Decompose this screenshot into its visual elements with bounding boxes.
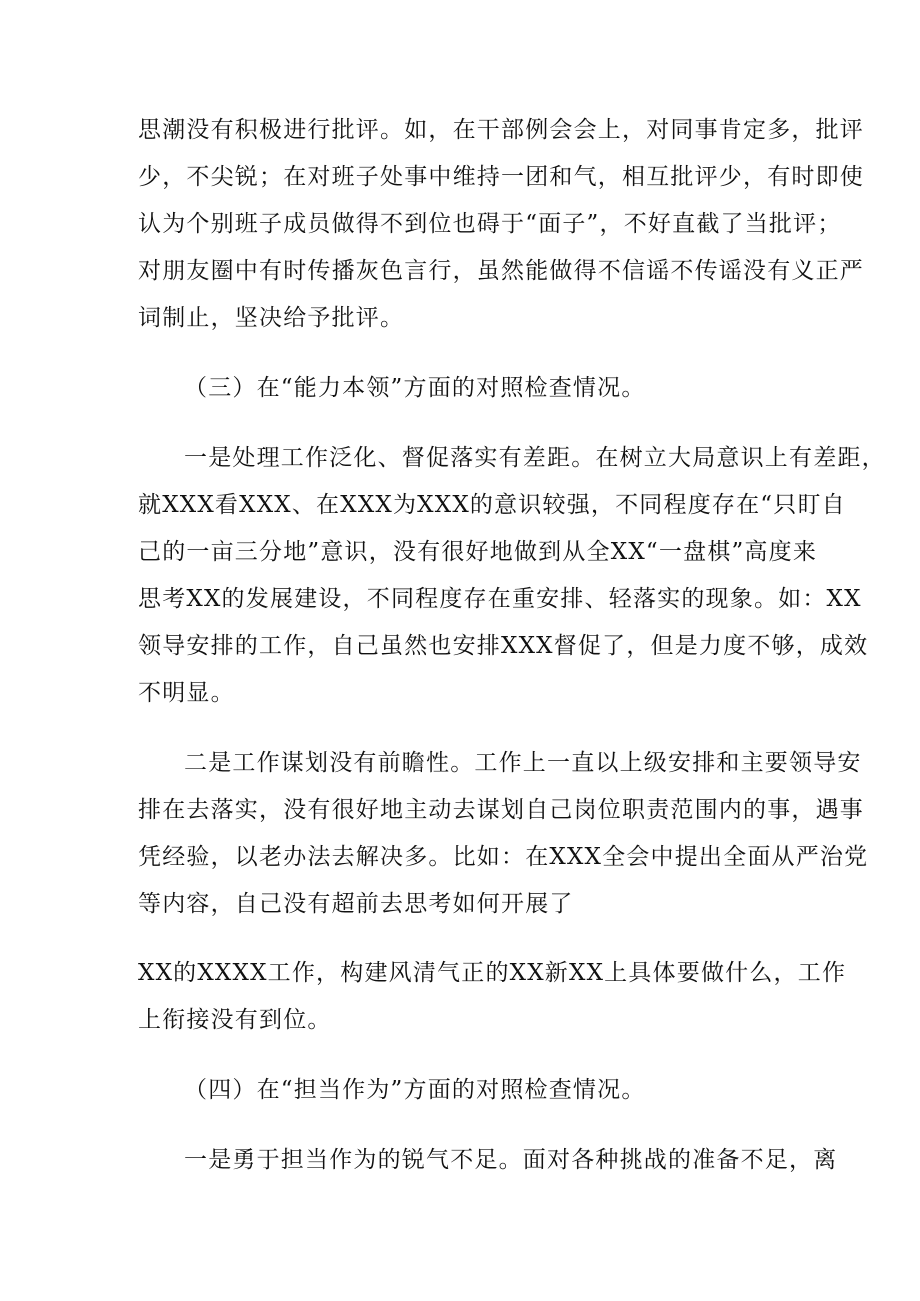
paragraph-line: 认为个别班子成员做得不到位也碍于“面子”，不好直截了当批评； xyxy=(138,211,842,237)
paragraph-line: 一是处理工作泛化、督促落实有差距。在树立大局意识上有差距， xyxy=(184,445,886,471)
paragraph-line: 思潮没有积极进行批评。如，在干部例会会上，对同事肯定多，批评 xyxy=(138,117,864,143)
paragraph-line: XX的XXXX工作，构建风清气正的XX新XX上具体要做什么，工作 xyxy=(138,960,847,986)
paragraph-line: 一是勇于担当作为的锐气不足。面对各种挑战的准备不足，离 xyxy=(184,1147,838,1173)
paragraph-line: 就XXX看XXX、在XXX为XXX的意识较强，不同程度存在“只盯自 xyxy=(138,492,846,518)
paragraph-line: 对朋友圈中有时传播灰色言行，虽然能做得不信谣不传谣没有义正严 xyxy=(138,258,864,284)
paragraph-line: 领导安排的工作，自己虽然也安排XXX督促了，但是力度不够，成效 xyxy=(138,633,869,659)
section-heading: （四）在“担当作为”方面的对照检查情况。 xyxy=(184,1077,646,1103)
paragraph-line: 排在去落实，没有很好地主动去谋划自己岗位职责范围内的事，遇事 xyxy=(138,797,864,823)
paragraph-line: 思考XX的发展建设，不同程度存在重安排、轻落实的现象。如：XX xyxy=(138,586,862,612)
paragraph-line: 上衔接没有到位。 xyxy=(138,1007,332,1033)
paragraph-line: 二是工作谋划没有前瞻性。工作上一直以上级安排和主要领导安 xyxy=(184,750,862,776)
paragraph-line: 词制止，坚决给予批评。 xyxy=(138,305,405,331)
paragraph-line: 不明显。 xyxy=(138,680,235,706)
paragraph-line: 等内容，自己没有超前去思考如何开展了 xyxy=(138,891,574,917)
section-heading: （三）在“能力本领”方面的对照检查情况。 xyxy=(184,375,646,401)
paragraph-line: 凭经验，以老办法去解决多。比如：在XXX全会中提出全面从严治党 xyxy=(138,844,869,870)
paragraph-line: 少，不尖锐；在对班子处事中维持一团和气，相互批评少，有时即使 xyxy=(138,164,864,190)
paragraph-line: 己的一亩三分地”意识，没有很好地做到从全XX“一盘棋”高度来 xyxy=(138,539,818,565)
